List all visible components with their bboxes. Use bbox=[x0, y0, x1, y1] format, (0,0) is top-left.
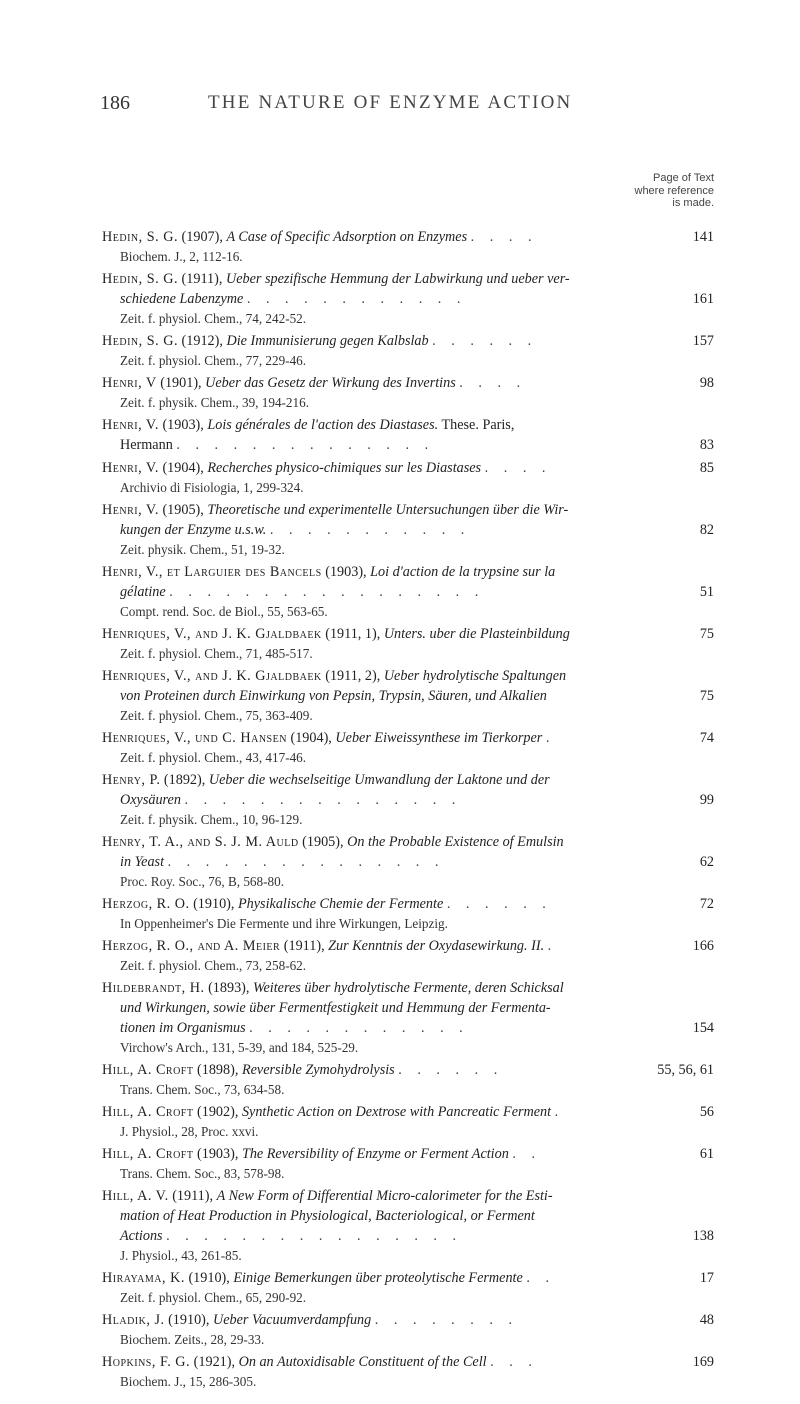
entry-page-ref: 75 bbox=[699, 688, 714, 704]
entry-author: Hedin, S. G. bbox=[102, 333, 178, 349]
entry-year: (1893), bbox=[208, 980, 250, 996]
bibliography-entry bbox=[102, 562, 714, 621]
entry-line bbox=[102, 978, 714, 998]
entry-line bbox=[102, 289, 714, 309]
bibliography-entry bbox=[102, 415, 714, 455]
entry-author: Henriques, V., and J. K. Gjaldbaek bbox=[102, 626, 322, 642]
entry-year: (1910), bbox=[193, 896, 235, 912]
entry-source: Zeit. f. physik. Chem., 39, 194-216. bbox=[120, 395, 310, 410]
entry-year: (1903), bbox=[197, 1146, 239, 1162]
entry-page-ref: 17 bbox=[699, 1270, 714, 1286]
entry-line bbox=[102, 1268, 714, 1288]
bibliography-entry bbox=[102, 269, 714, 328]
entry-line bbox=[102, 1310, 714, 1330]
entry-page-ref: 83 bbox=[699, 437, 714, 453]
entry-line bbox=[102, 686, 714, 706]
entry-page-ref: 99 bbox=[699, 792, 714, 808]
entry-line bbox=[102, 1352, 714, 1372]
entry-line bbox=[102, 227, 714, 247]
entry-source: Biochem. J., 2, 112-16. bbox=[120, 249, 243, 264]
entry-author: Henriques, V., and J. K. Gjaldbaek bbox=[102, 668, 322, 684]
entry-page-ref: 74 bbox=[699, 730, 714, 746]
entry-line bbox=[102, 790, 714, 810]
entry-line bbox=[102, 1144, 714, 1164]
entry-title: Loi d'action de la trypsine sur la bbox=[370, 564, 556, 580]
entry-year: (1904), bbox=[162, 460, 204, 476]
entry-line bbox=[102, 520, 714, 540]
bibliography-entry bbox=[102, 1102, 714, 1141]
entry-page-ref: 154 bbox=[692, 1020, 714, 1036]
entry-source: Zeit. f. physiol. Chem., 77, 229-46. bbox=[120, 353, 307, 368]
entry-author: Hladik, J. bbox=[102, 1312, 165, 1328]
entry-source: Trans. Chem. Soc., 83, 578-98. bbox=[120, 1166, 285, 1181]
entry-source: Zeit. f. physiol. Chem., 75, 363-409. bbox=[120, 708, 313, 723]
running-head bbox=[100, 92, 710, 122]
entry-line bbox=[102, 936, 714, 956]
entry-title: Actions bbox=[120, 1228, 163, 1244]
leader-dots: . . . . . . . . bbox=[374, 1312, 518, 1328]
entry-title: Ueber das Gesetz der Wirkung des Invertins bbox=[205, 375, 456, 391]
entry-author: Henri, V bbox=[102, 375, 157, 391]
entry-year: (1911, 2), bbox=[325, 668, 381, 684]
bibliography-entry bbox=[102, 373, 714, 412]
entry-author: Henri, V. bbox=[102, 502, 159, 518]
entry-title: von Proteinen durch Einwirkung von Pepsin, Trypsin, Säuren, und Alkalien bbox=[120, 688, 547, 704]
entry-title: The Reversibility of Enzyme or Ferment Action bbox=[241, 1146, 509, 1162]
entry-page-ref: 98 bbox=[699, 375, 714, 391]
entry-author: Hopkins, F. G. bbox=[102, 1354, 191, 1370]
entry-page-ref: 72 bbox=[699, 896, 714, 912]
entry-page-ref: 55, 56, 61 bbox=[657, 1062, 714, 1078]
bibliography-entry bbox=[102, 770, 714, 829]
entry-line bbox=[102, 624, 714, 644]
entry-author: Hedin, S. G. bbox=[102, 271, 178, 287]
page-number: 186 bbox=[100, 92, 130, 114]
leader-dots: . . . . . . . . . . . . . . . . bbox=[166, 1228, 463, 1244]
entry-author: Henri, V., et Larguier des Bancels bbox=[102, 564, 322, 580]
bibliography-entry bbox=[102, 624, 714, 663]
entry-year: (1898), bbox=[197, 1062, 239, 1078]
bibliography-entry bbox=[102, 978, 714, 1057]
entry-line bbox=[102, 1206, 714, 1226]
entry-title: Unters. uber die Plasteinbildung bbox=[383, 626, 570, 642]
bibliography-entry bbox=[102, 331, 714, 370]
bibliography-entry bbox=[102, 1060, 714, 1099]
entry-line bbox=[102, 1102, 714, 1122]
entry-title: On the Probable Existence of Emulsin bbox=[347, 834, 564, 850]
entry-year: (1903), bbox=[325, 564, 367, 580]
entry-line bbox=[102, 1226, 714, 1246]
entry-line bbox=[102, 666, 714, 686]
bibliography-entry bbox=[102, 728, 714, 767]
entry-title: tionen im Organismus bbox=[120, 1020, 246, 1036]
leader-dots: . . . . bbox=[484, 460, 552, 476]
entry-author: Henri, V. bbox=[102, 460, 159, 476]
entry-line bbox=[102, 458, 714, 478]
entry-author: Herzog, R. O. bbox=[102, 896, 190, 912]
entry-title: Lois générales de l'action des Diastases. bbox=[207, 417, 439, 433]
entry-title: Ueber spezifische Hemmung der Labwirkung und ueber ver- bbox=[225, 271, 570, 287]
entry-author: Hill, A. V. bbox=[102, 1188, 169, 1204]
entry-title: Einige Bemerkungen über proteolytische Fermente bbox=[233, 1270, 523, 1286]
entry-line bbox=[102, 852, 714, 872]
leader-dots: . . . . . . . . . . . . . . . bbox=[184, 792, 462, 808]
entry-author: Hill, A. Croft bbox=[102, 1104, 194, 1120]
entry-year: (1905), bbox=[162, 502, 204, 518]
bibliography-entry bbox=[102, 666, 714, 725]
leader-dots: . . . . . . bbox=[432, 333, 538, 349]
entry-line bbox=[102, 894, 714, 914]
entry-year: (1901), bbox=[160, 375, 202, 391]
leader-dots: . . . . . . bbox=[446, 896, 552, 912]
entry-source: Zeit. f. physiol. Chem., 43, 417-46. bbox=[120, 750, 307, 765]
entry-source: J. Physiol., 28, Proc. xxvi. bbox=[120, 1124, 259, 1139]
bibliography-entry bbox=[102, 894, 714, 933]
entry-title: Die Immunisierung gegen Kalbslab bbox=[226, 333, 429, 349]
entry-author: Hill, A. Croft bbox=[102, 1146, 194, 1162]
entry-page-ref: 161 bbox=[692, 291, 714, 307]
bibliography-entry bbox=[102, 832, 714, 891]
entry-source: Zeit. physik. Chem., 51, 19-32. bbox=[120, 542, 285, 557]
bibliography-list bbox=[102, 227, 714, 1394]
entry-title: Theoretische und experimentelle Untersuchungen über die Wir- bbox=[207, 502, 569, 518]
leader-dots: . . . . . . . . . . . . bbox=[246, 291, 467, 307]
entry-line bbox=[102, 770, 714, 790]
entry-line bbox=[102, 500, 714, 520]
entry-author: Henriques, V., und C. Hansen bbox=[102, 730, 287, 746]
entry-year: (1910), bbox=[188, 1270, 230, 1286]
entry-page-ref: 85 bbox=[699, 460, 714, 476]
entry-title: Physikalische Chemie der Fermente bbox=[238, 896, 444, 912]
entry-line bbox=[102, 1018, 714, 1038]
entry-title: A New Form of Differential Micro-calorimeter for the Esti- bbox=[216, 1188, 553, 1204]
entry-year: (1911), bbox=[283, 938, 325, 954]
entry-title: kungen der Enzyme u.s.w. bbox=[120, 522, 267, 538]
leader-dots: . . . . . . bbox=[398, 1062, 504, 1078]
entry-title: Ueber hydrolytische Spaltungen bbox=[383, 668, 567, 684]
leader-dots: . bbox=[545, 730, 556, 746]
entry-line bbox=[102, 1186, 714, 1206]
entry-page-ref: 61 bbox=[699, 1146, 714, 1162]
entry-line bbox=[102, 832, 714, 852]
entry-author: Henry, P. bbox=[102, 772, 161, 788]
entry-title: On an Autoxidisable Constituent of the Cell bbox=[238, 1354, 487, 1370]
entry-title: Synthetic Action on Dextrose with Pancreatic Ferment bbox=[241, 1104, 552, 1120]
leader-dots: . bbox=[554, 1104, 565, 1120]
entry-title: gélatine bbox=[120, 584, 166, 600]
bibliography-entry bbox=[102, 1144, 714, 1183]
leader-dots: . . . . . . . . . . . bbox=[269, 522, 471, 538]
entry-page-ref: 51 bbox=[699, 584, 714, 600]
entry-title: Recherches physico-chimiques sur les Diastases bbox=[207, 460, 482, 476]
entry-author: Hill, A. Croft bbox=[102, 1062, 194, 1078]
leader-dots: . . . . . . . . . . . . bbox=[249, 1020, 469, 1036]
entry-source: J. Physiol., 43, 261-85. bbox=[120, 1248, 242, 1263]
bibliography-entry bbox=[102, 1310, 714, 1349]
leader-dots: . . . . bbox=[470, 229, 538, 245]
entry-source: Proc. Roy. Soc., 76, B, 568-80. bbox=[120, 874, 284, 889]
bibliography-entry bbox=[102, 1268, 714, 1307]
entry-line bbox=[102, 331, 714, 351]
entry-author: Henri, V. bbox=[102, 417, 159, 433]
entry-year: (1902), bbox=[197, 1104, 239, 1120]
entry-title: Ueber die wechselseitige Umwandlung der Laktone und der bbox=[208, 772, 550, 788]
leader-dots: . . . . . . . . . . . . . . . bbox=[167, 854, 445, 870]
entry-line bbox=[102, 998, 714, 1018]
entry-source: Zeit. f. physiol. Chem., 71, 485-517. bbox=[120, 646, 313, 661]
entry-line bbox=[102, 373, 714, 393]
entry-page-ref: 82 bbox=[699, 522, 714, 538]
entry-title: schiedene Labenzyme bbox=[120, 291, 244, 307]
entry-title: Ueber Vacuumverdampfung bbox=[212, 1312, 372, 1328]
entry-title: und Wirkungen, sowie über Fermentfestigkeit und Hemmung der Fermenta- bbox=[120, 1000, 551, 1016]
entry-page-ref: 169 bbox=[692, 1354, 714, 1370]
leader-dots: . . . . . . . . . . . . . . . . . bbox=[169, 584, 485, 600]
entry-title: Reversible Zymohydrolysis bbox=[241, 1062, 395, 1078]
entry-year: (1904), bbox=[290, 730, 332, 746]
entry-source: Zeit. f. physiol. Chem., 65, 290-92. bbox=[120, 1290, 307, 1305]
entry-source: Zeit. f. physik. Chem., 10, 96-129. bbox=[120, 812, 303, 827]
entry-author: Hildebrandt, H. bbox=[102, 980, 205, 996]
entry-page-ref: 166 bbox=[692, 938, 714, 954]
entry-year: (1911), bbox=[172, 1188, 214, 1204]
entry-title: Ueber Eiweissynthese im Tierkorper bbox=[335, 730, 543, 746]
entry-title: Zur Kenntnis der Oxydasewirkung. II. bbox=[328, 938, 545, 954]
bibliography-entry bbox=[102, 227, 714, 266]
entry-line bbox=[102, 1060, 714, 1080]
entry-year: (1892), bbox=[163, 772, 206, 788]
entry-publisher: These. Paris, bbox=[441, 417, 515, 433]
entry-page-ref: 138 bbox=[692, 1228, 714, 1244]
entry-page-ref: 48 bbox=[699, 1312, 714, 1328]
entry-line bbox=[102, 582, 714, 602]
entry-year: (1907), bbox=[181, 229, 223, 245]
entry-source: Zeit. f. physiol. Chem., 74, 242-52. bbox=[120, 311, 307, 326]
entry-title: in Yeast bbox=[120, 854, 165, 870]
entry-author: Henry, T. A., and S. J. M. Auld bbox=[102, 834, 299, 850]
entry-author: Hedin, S. G. bbox=[102, 229, 178, 245]
entry-source: Trans. Chem. Soc., 73, 634-58. bbox=[120, 1082, 285, 1097]
entry-line bbox=[102, 562, 714, 582]
entry-title: mation of Heat Production in Physiological, Bacteriological, or Ferment bbox=[120, 1208, 535, 1224]
entry-year: (1921), bbox=[193, 1354, 236, 1370]
entry-publisher: Hermann bbox=[120, 437, 173, 453]
leader-dots: . . . . . . . . . . . . . . bbox=[176, 437, 435, 453]
entry-page-ref: 157 bbox=[692, 333, 714, 349]
entry-author: Herzog, R. O., and A. Meier bbox=[102, 938, 281, 954]
entry-line bbox=[102, 415, 714, 435]
entry-page-ref: 62 bbox=[699, 854, 714, 870]
leader-dots: . bbox=[547, 938, 558, 954]
entry-year: (1912), bbox=[181, 333, 223, 349]
entry-source: Virchow's Arch., 131, 5-39, and 184, 525-29. bbox=[120, 1040, 359, 1055]
entry-page-ref: 56 bbox=[699, 1104, 714, 1120]
leader-dots: . . . . bbox=[459, 375, 527, 391]
entry-source: Zeit. f. physiol. Chem., 73, 258-62. bbox=[120, 958, 307, 973]
entry-source: In Oppenheimer's Die Fermente und ihre Wirkungen, Leipzig. bbox=[120, 916, 448, 931]
bibliography-entry bbox=[102, 500, 714, 559]
bibliography-entry bbox=[102, 1186, 714, 1265]
entry-year: (1903), bbox=[162, 417, 204, 433]
entry-source: Compt. rend. Soc. de Biol., 55, 563-65. bbox=[120, 604, 328, 619]
entry-page-ref: 141 bbox=[692, 229, 714, 245]
bibliography-entry bbox=[102, 1352, 714, 1391]
page-reference-column-note: Page of Text where reference is made. bbox=[634, 172, 714, 209]
leader-dots: . . . bbox=[490, 1354, 538, 1370]
entry-year: (1911, 1), bbox=[325, 626, 381, 642]
leader-dots: . . bbox=[526, 1270, 555, 1286]
bibliography-entry bbox=[102, 936, 714, 975]
running-title: THE NATURE OF ENZYME ACTION bbox=[208, 92, 573, 113]
entry-page-ref: 75 bbox=[699, 626, 714, 642]
entry-title: Weiteres über hydrolytische Fermente, deren Schicksal bbox=[252, 980, 564, 996]
entry-year: (1910), bbox=[168, 1312, 210, 1328]
entry-year: (1905), bbox=[302, 834, 344, 850]
leader-dots: . . bbox=[512, 1146, 541, 1162]
entry-title: A Case of Specific Adsorption on Enzymes bbox=[226, 229, 468, 245]
entry-line bbox=[102, 269, 714, 289]
entry-line bbox=[102, 728, 714, 748]
entry-source: Biochem. J., 15, 286-305. bbox=[120, 1374, 257, 1389]
entry-line bbox=[102, 435, 714, 455]
entry-title: Oxysäuren bbox=[120, 792, 181, 808]
bibliography-entry bbox=[102, 458, 714, 497]
entry-source: Biochem. Zeits., 28, 29-33. bbox=[120, 1332, 265, 1347]
entry-source: Archivio di Fisiologia, 1, 299-324. bbox=[120, 480, 304, 495]
entry-author: Hirayama, K. bbox=[102, 1270, 185, 1286]
entry-year: (1911), bbox=[181, 271, 223, 287]
